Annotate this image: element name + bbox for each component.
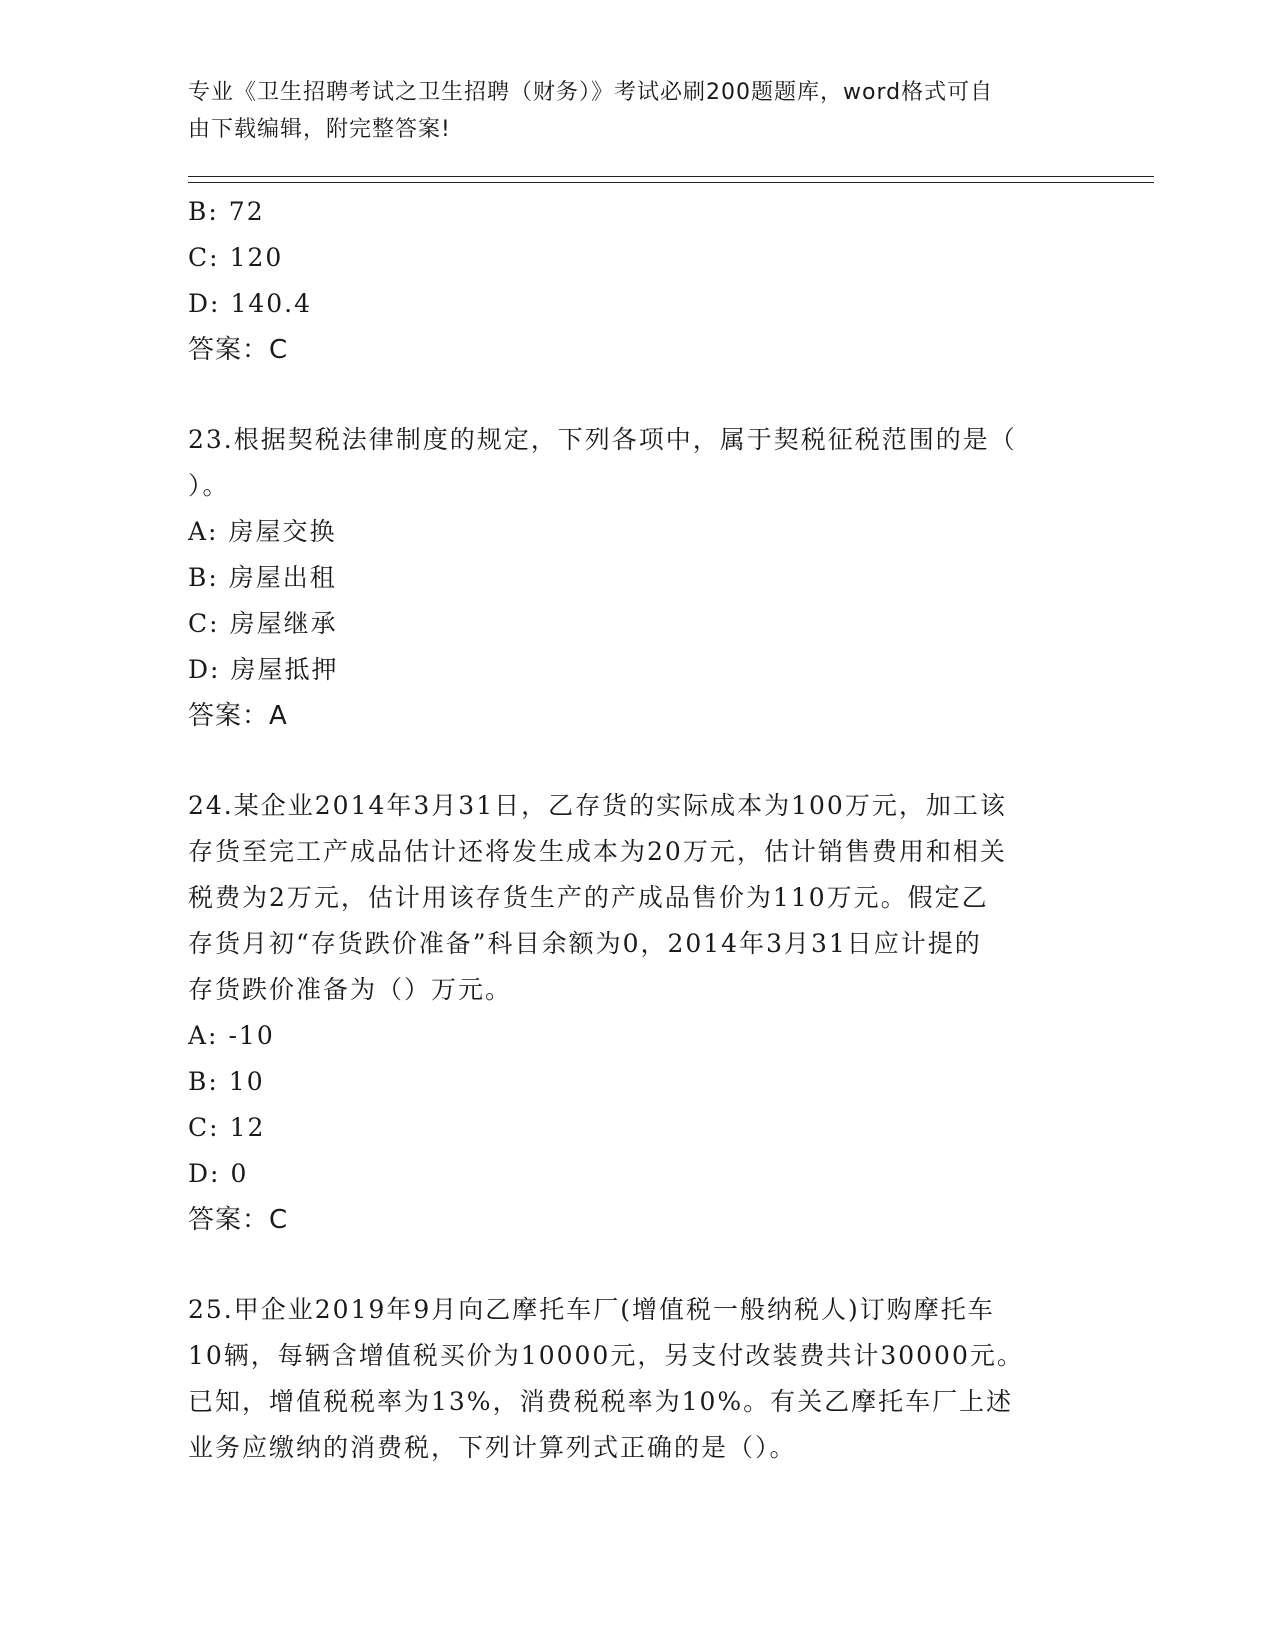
question-stem-line: 25.甲企业2019年9月向乙摩托车厂(增值税一般纳税人)订购摩托车: [188, 1295, 995, 1324]
option-c: [188, 1105, 1078, 1151]
option-c: [188, 235, 1078, 281]
question-stem-line: 存货跌价准备为（）万元。: [188, 975, 513, 1004]
option-text: -10: [228, 1021, 275, 1050]
question-24: [188, 783, 1078, 1243]
header-line-2: 由下载编辑，附完整答案!: [188, 117, 451, 142]
header-rule-bottom: [188, 182, 1154, 183]
question-stem-line: 24.某企业2014年3月31日，乙存货的实际成本为100万元，加工该: [188, 791, 1007, 820]
question-stem-line: 存货月初“存货跌价准备”科目余额为0，2014年3月31日应计提的: [188, 929, 982, 958]
option-c: [188, 601, 1078, 647]
question-content: [188, 189, 1078, 1471]
option-key: C:: [188, 1113, 220, 1142]
question-stem-line: 23.根据契税法律制度的规定，下列各项中，属于契税征税范围的是（: [188, 425, 1017, 454]
option-d: [188, 647, 1078, 693]
option-text: 0: [230, 1159, 249, 1188]
question-stem-line: 存货至完工产成品估计还将发生成本为20万元，估计销售费用和相关: [188, 837, 1007, 866]
option-text: 140.4: [230, 289, 313, 318]
answer: 答案：C: [188, 335, 289, 365]
option-b: [188, 1059, 1078, 1105]
option-key: A:: [188, 517, 219, 546]
question-stem-line: 税费为2万元，估计用该存货生产的产成品售价为110万元。假定乙: [188, 883, 989, 912]
document-header: [188, 74, 1068, 148]
answer: 答案：A: [188, 701, 288, 731]
option-key: D:: [188, 655, 221, 684]
option-a: [188, 509, 1078, 555]
option-text: 12: [229, 1113, 266, 1142]
question-stem-line: 10辆，每辆含增值税买价为10000元，另支付改装费共计30000元。: [188, 1341, 1024, 1370]
option-text: 房屋抵押: [230, 655, 339, 684]
option-b: [188, 189, 1078, 235]
option-text: 72: [228, 197, 265, 226]
option-text: 120: [229, 243, 284, 272]
question-22-tail: [188, 189, 1078, 373]
question-stem-line: 业务应缴纳的消费税，下列计算列式正确的是（）。: [188, 1433, 797, 1462]
option-key: C:: [188, 609, 220, 638]
option-a: [188, 1013, 1078, 1059]
option-key: B:: [188, 1067, 219, 1096]
option-key: D:: [188, 289, 221, 318]
option-b: [188, 555, 1078, 601]
option-key: C:: [188, 243, 220, 272]
option-text: 10: [228, 1067, 265, 1096]
option-key: D:: [188, 1159, 221, 1188]
option-text: 房屋交换: [228, 517, 337, 546]
option-key: B:: [188, 197, 219, 226]
option-text: 房屋出租: [228, 563, 337, 592]
question-stem-line: ）。: [188, 471, 230, 500]
option-key: A:: [188, 1021, 219, 1050]
answer: 答案：C: [188, 1205, 289, 1235]
option-d: [188, 281, 1078, 327]
option-key: B:: [188, 563, 219, 592]
question-25: [188, 1287, 1078, 1471]
question-23: [188, 417, 1078, 739]
option-text: 房屋继承: [229, 609, 338, 638]
header-line-1: 专业《卫生招聘考试之卫生招聘（财务）》考试必刷200题题库，word格式可自: [188, 80, 994, 105]
option-d: [188, 1151, 1078, 1197]
header-rule-top: [188, 176, 1154, 177]
question-stem-line: 已知，增值税税率为13%，消费税税率为10%。有关乙摩托车厂上述: [188, 1387, 1014, 1416]
